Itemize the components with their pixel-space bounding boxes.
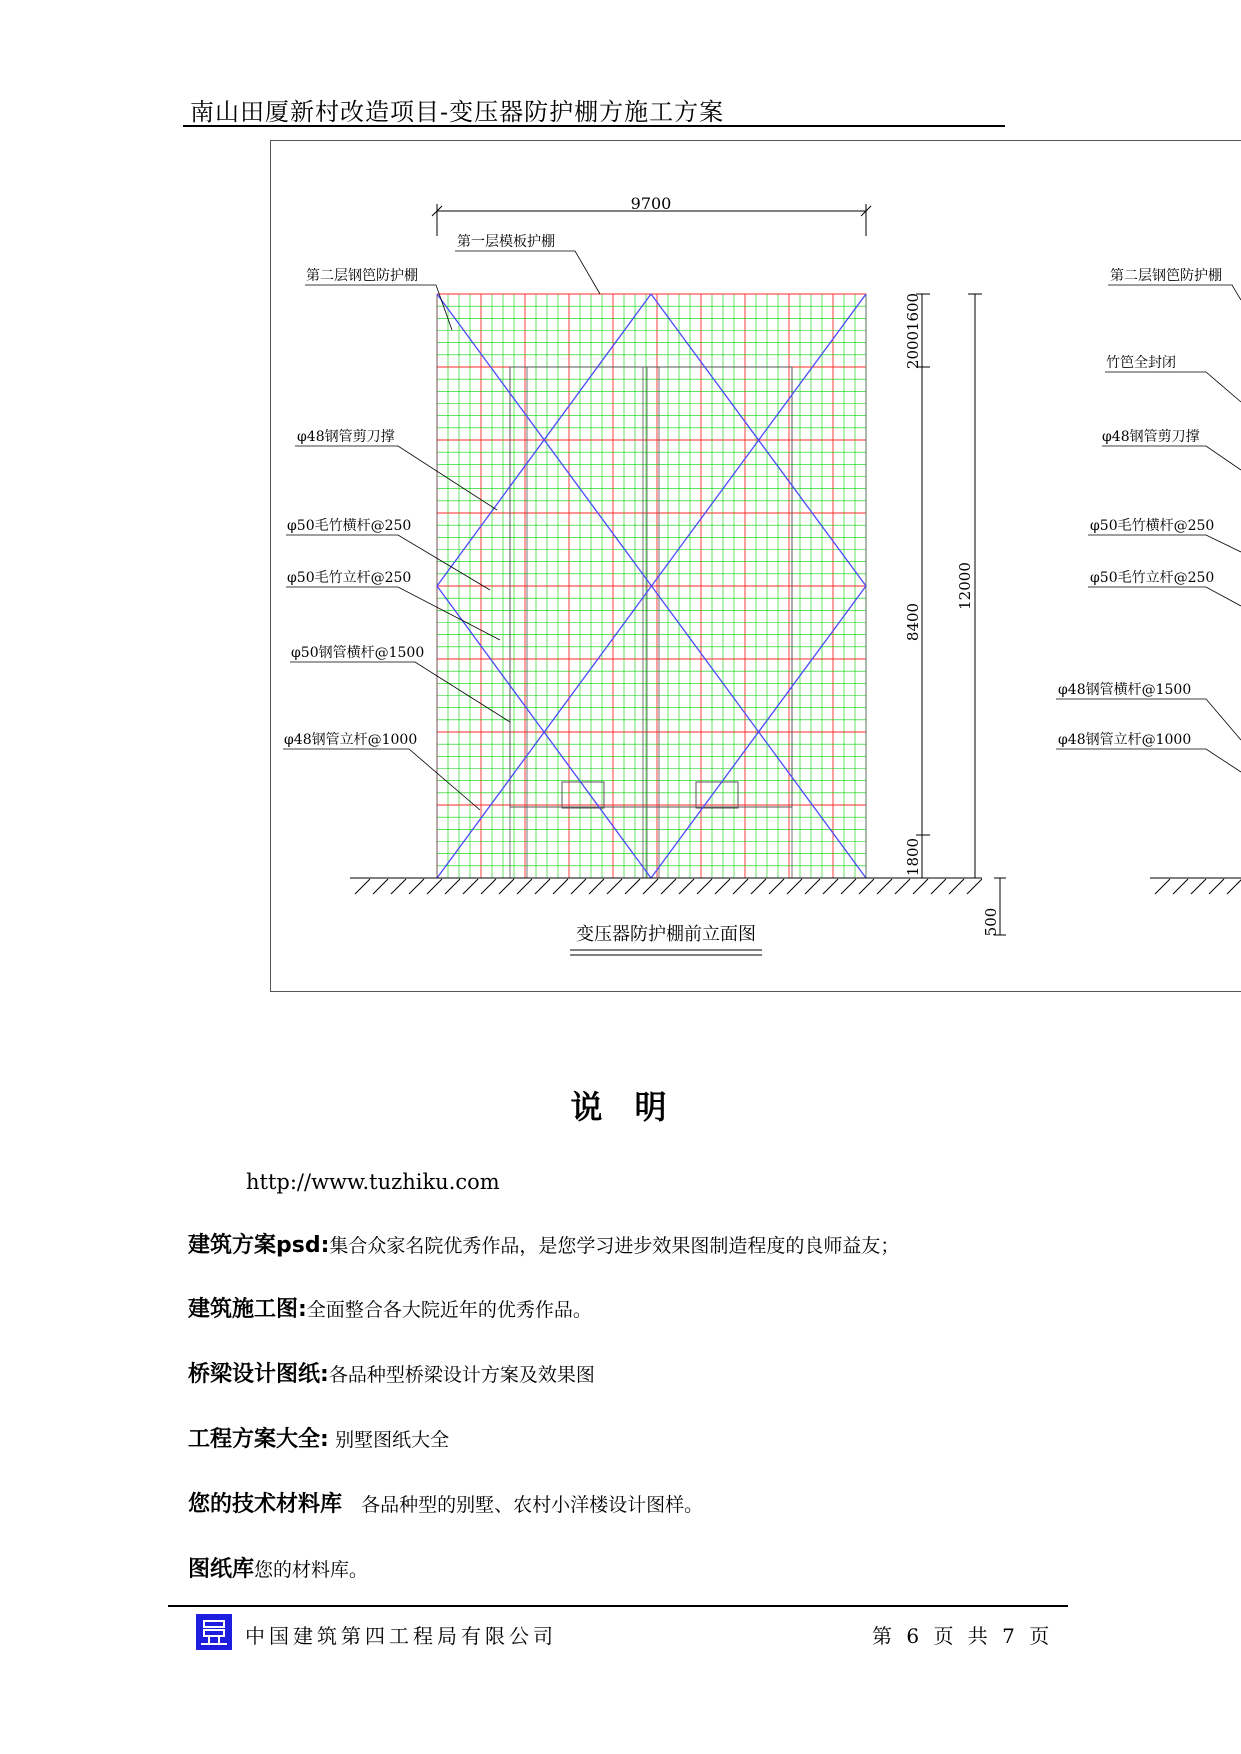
- ground-hatch-stroke: [931, 879, 946, 894]
- label-brace-left: φ48钢管剪刀撑: [297, 429, 395, 445]
- ground-hatch-stroke: [661, 879, 676, 894]
- caption-underline: [570, 950, 762, 955]
- ground-hatch-stroke: [1173, 879, 1188, 894]
- label-bamboo-horiz-left: φ50毛竹横杆@250: [287, 518, 412, 534]
- ground-hatch-stroke: [643, 879, 658, 894]
- label-second-layer-right: 第二层钢笆防护棚: [1110, 268, 1222, 284]
- notes-title: 说 明: [570, 1088, 671, 1126]
- dim-1600: 1600: [904, 292, 922, 332]
- ground-hatch-stroke: [733, 879, 748, 894]
- ground-hatch-stroke: [895, 879, 910, 894]
- footer-company: 中国建筑第四工程局有限公司: [245, 1624, 557, 1648]
- ground-hatch-stroke: [499, 879, 514, 894]
- ground-hatch-stroke: [553, 879, 568, 894]
- ground-hatch-stroke: [463, 879, 478, 894]
- header-title: 南山田厦新村改造项目-变压器防护棚方施工方案: [190, 98, 725, 126]
- ground-hatch-stroke: [715, 879, 730, 894]
- drawing-caption: 变压器防护棚前立面图: [576, 924, 756, 945]
- note-item: 工程方案大全: 别墅图纸大全: [188, 1427, 450, 1452]
- page-number: 第 6 页 共 7 页: [872, 1624, 1052, 1648]
- label-brace-right: φ48钢管剪刀撑: [1102, 429, 1200, 445]
- ground-hatch-stroke: [913, 879, 928, 894]
- ground-hatch-stroke: [373, 879, 388, 894]
- footer-rule: [168, 1605, 1068, 1607]
- note-item: 建筑方案psd:集合众家名院优秀作品，是您学习进步效果图制造程度的良师益友；: [188, 1233, 900, 1258]
- ground-hatch-stroke: [409, 879, 424, 894]
- label-first-layer: 第一层模板护棚: [457, 234, 555, 250]
- dim-500: 500: [982, 907, 1000, 937]
- company-logo-icon: [196, 1614, 232, 1650]
- dim-2000: 2000: [904, 330, 922, 370]
- dim-8400: 8400: [904, 602, 922, 642]
- ground-hatch-stroke: [391, 879, 406, 894]
- ground-hatch-stroke: [823, 879, 838, 894]
- ground-hatch-stroke: [571, 879, 586, 894]
- label-bamboo-vert-right: φ50毛竹立杆@250: [1090, 570, 1215, 586]
- note-item: 图纸库您的材料库。: [188, 1557, 369, 1582]
- ground-hatch-stroke: [859, 879, 874, 894]
- website-link[interactable]: http://www.tuzhiku.com: [246, 1170, 500, 1194]
- label-steel-vert-left: φ48钢管立杆@1000: [284, 732, 418, 748]
- label-enclosed-right: 竹笆全封闭: [1106, 355, 1176, 371]
- ground-hatch-stroke: [769, 879, 784, 894]
- ground-hatch-stroke: [949, 879, 964, 894]
- ground-hatch-stroke: [805, 879, 820, 894]
- ground-hatch-stroke: [841, 879, 856, 894]
- label-steel-horiz-right: φ48钢管横杆@1500: [1058, 682, 1192, 698]
- note-item: 建筑施工图:全面整合各大院近年的优秀作品。: [188, 1297, 592, 1322]
- label-bamboo-vert-left: φ50毛竹立杆@250: [287, 570, 412, 586]
- ground-hatch-stroke: [877, 879, 892, 894]
- label-bamboo-horiz-right: φ50毛竹横杆@250: [1090, 518, 1215, 534]
- ground-hatch-stroke: [1155, 879, 1170, 894]
- ground-hatch-stroke: [535, 879, 550, 894]
- label-steel-horiz-left: φ50钢管横杆@1500: [291, 645, 425, 661]
- ground-hatch-stroke: [481, 879, 496, 894]
- label-steel-vert-right: φ48钢管立杆@1000: [1058, 732, 1192, 748]
- ground-hatch-stroke: [607, 879, 622, 894]
- ground-hatch-stroke: [679, 879, 694, 894]
- ground-hatch: [350, 878, 982, 894]
- ground-hatch-stroke: [625, 879, 640, 894]
- dim-1800: 1800: [904, 837, 922, 877]
- ground-hatch-stroke: [751, 879, 766, 894]
- note-item: 桥梁设计图纸:各品种型桥梁设计方案及效果图: [188, 1362, 595, 1387]
- ground-hatch-stroke: [787, 879, 802, 894]
- ground-hatch-stroke: [589, 879, 604, 894]
- ground-hatch-stroke: [517, 879, 532, 894]
- ground-hatch-stroke: [967, 879, 982, 894]
- ground-hatch-stroke: [355, 879, 370, 894]
- ground-hatch-stroke: [427, 879, 442, 894]
- dim-12000: 12000: [956, 562, 974, 610]
- ground-hatch-stroke: [1227, 879, 1241, 894]
- ground-hatch-stroke: [697, 879, 712, 894]
- ground-hatch-right: [1150, 878, 1241, 894]
- ground-hatch-stroke: [1209, 879, 1224, 894]
- dim-vertical: [916, 294, 1006, 935]
- ground-hatch-stroke: [1191, 879, 1206, 894]
- dim-9700: 9700: [630, 194, 672, 213]
- ground-hatch-stroke: [445, 879, 460, 894]
- label-second-layer-left: 第二层钢笆防护棚: [306, 268, 418, 284]
- note-item: 您的技术材料库 各品种型的别墅、农村小洋楼设计图样。: [188, 1492, 704, 1517]
